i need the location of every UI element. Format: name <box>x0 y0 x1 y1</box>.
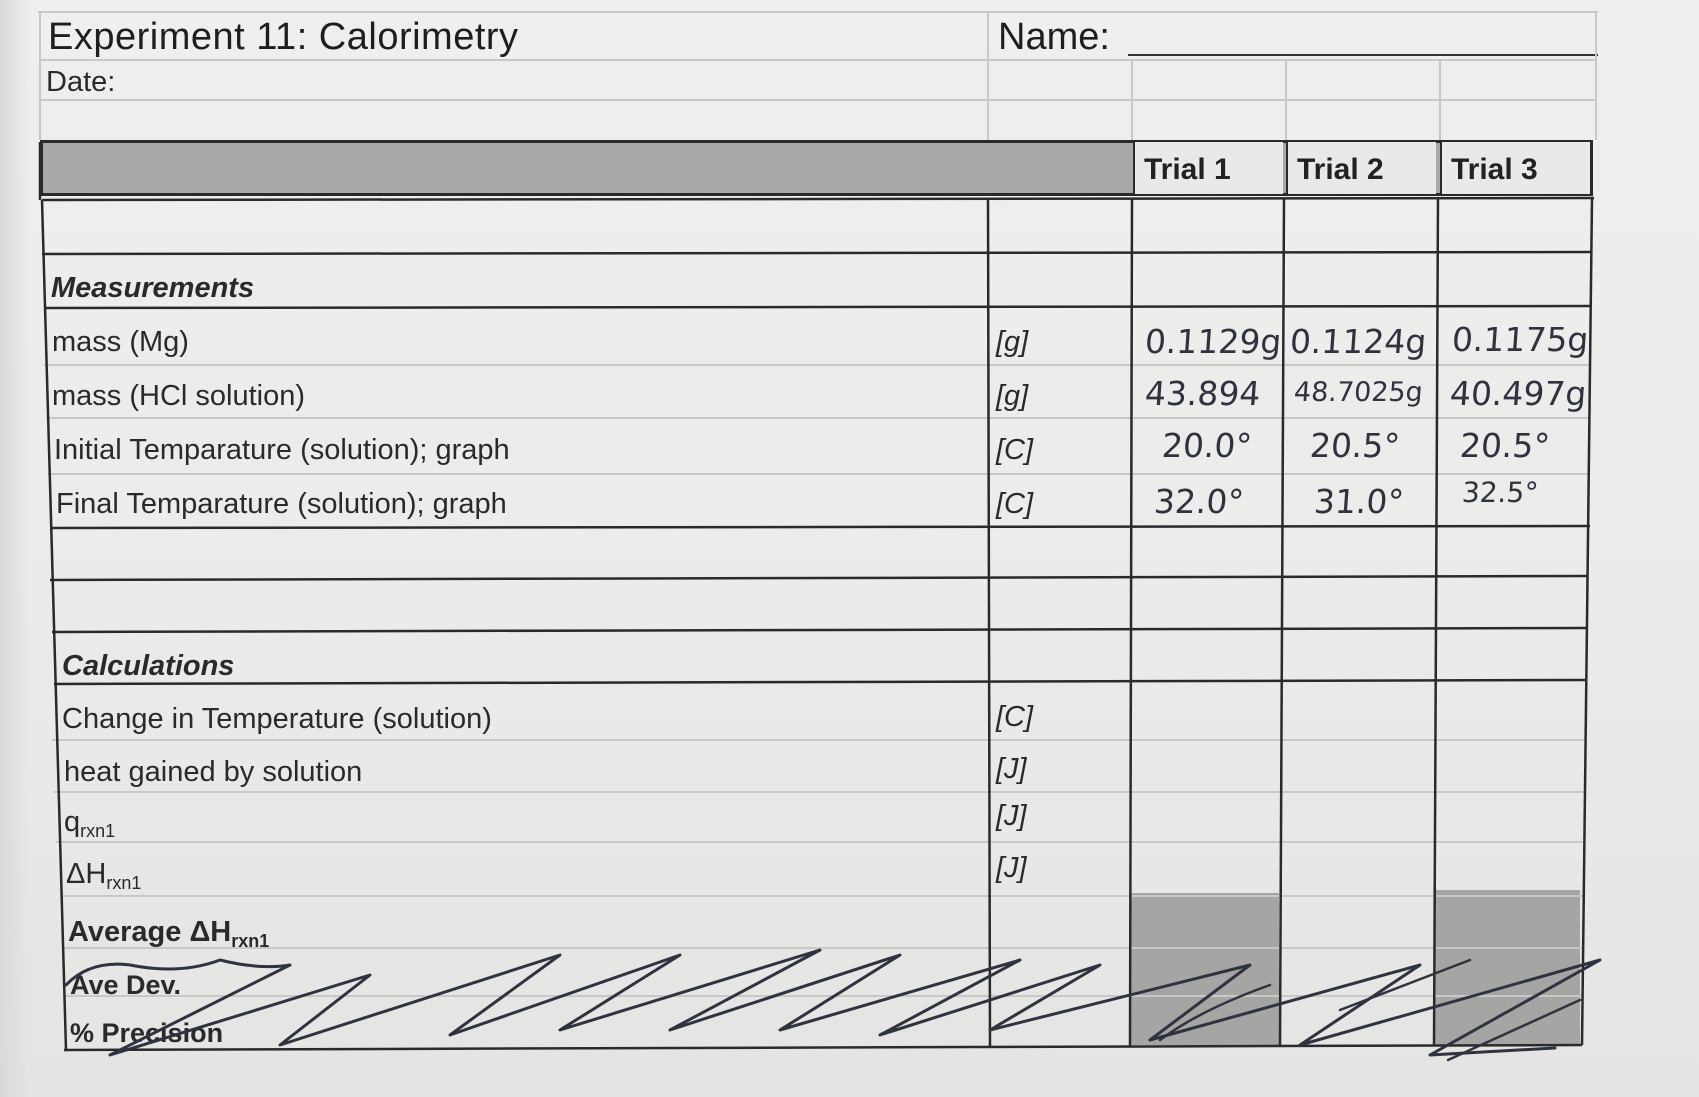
row-unit-heat-gained: [J] <box>996 753 1027 785</box>
delta-h-subscript: rxn1 <box>106 873 142 893</box>
value-initial-temp-trial-3: 20.5° <box>1458 426 1552 465</box>
row-label-initial-temp: Initial Temparature (solution); graph <box>54 434 510 466</box>
q-subscript: rxn1 <box>80 821 116 841</box>
row-unit-mass-hcl: [g] <box>996 380 1029 412</box>
value-final-temp-trial-2: 31.0° <box>1312 482 1406 521</box>
delta-h-symbol: ΔH <box>66 858 107 890</box>
average-delta-h-subscript: rxn1 <box>231 931 270 951</box>
value-mass-hcl-trial-3: 40.497g <box>1448 374 1588 413</box>
value-mass-mg-trial-2: 0.1124g <box>1288 322 1428 361</box>
row-unit-change-temp: [C] <box>996 701 1034 733</box>
row-unit-delta-h-rxn1: [J] <box>996 852 1027 884</box>
value-initial-temp-trial-2: 20.5° <box>1308 426 1402 465</box>
date-label: Date: <box>46 66 116 98</box>
row-unit-final-temp: [C] <box>996 488 1034 520</box>
row-label-change-temp: Change in Temperature (solution) <box>62 703 492 735</box>
value-mass-hcl-trial-1: 43.894 <box>1143 374 1262 413</box>
column-header-trial-2: Trial 2 <box>1286 142 1436 194</box>
column-header-trial-3: Trial 3 <box>1440 142 1590 194</box>
measurements-heading: Measurements <box>51 272 255 304</box>
value-final-temp-trial-3: 32.5° <box>1460 476 1540 509</box>
q-symbol: q <box>64 806 81 838</box>
value-mass-mg-trial-1: 0.1129g <box>1143 322 1283 361</box>
row-unit-q-rxn1: [J] <box>996 800 1027 832</box>
calculations-heading: Calculations <box>62 650 235 682</box>
column-header-trial-1: Trial 1 <box>1133 142 1283 194</box>
value-final-temp-trial-1: 32.0° <box>1152 482 1246 521</box>
row-label-mass-hcl: mass (HCl solution) <box>52 380 305 412</box>
row-label-percent-precision: % Precision <box>70 1018 224 1048</box>
name-label: Name: <box>998 16 1110 58</box>
row-label-final-temp: Final Temparature (solution); graph <box>56 488 507 520</box>
row-unit-mass-mg: [g] <box>996 326 1029 358</box>
row-label-heat-gained: heat gained by solution <box>64 756 363 788</box>
value-mass-mg-trial-3: 0.1175g <box>1450 320 1590 359</box>
value-mass-hcl-trial-2: 48.7025g <box>1292 377 1424 408</box>
row-label-ave-dev: Ave Dev. <box>70 970 182 1000</box>
average-delta-h-text: Average ΔH <box>68 916 232 948</box>
row-label-mass-mg: mass (Mg) <box>52 326 189 358</box>
row-unit-initial-temp: [C] <box>996 434 1034 466</box>
scribble-ink <box>66 950 1600 1055</box>
page-title: Experiment 11: Calorimetry <box>48 16 519 58</box>
scribble-ink-2 <box>1160 960 1580 1060</box>
value-initial-temp-trial-1: 20.0° <box>1160 426 1254 465</box>
